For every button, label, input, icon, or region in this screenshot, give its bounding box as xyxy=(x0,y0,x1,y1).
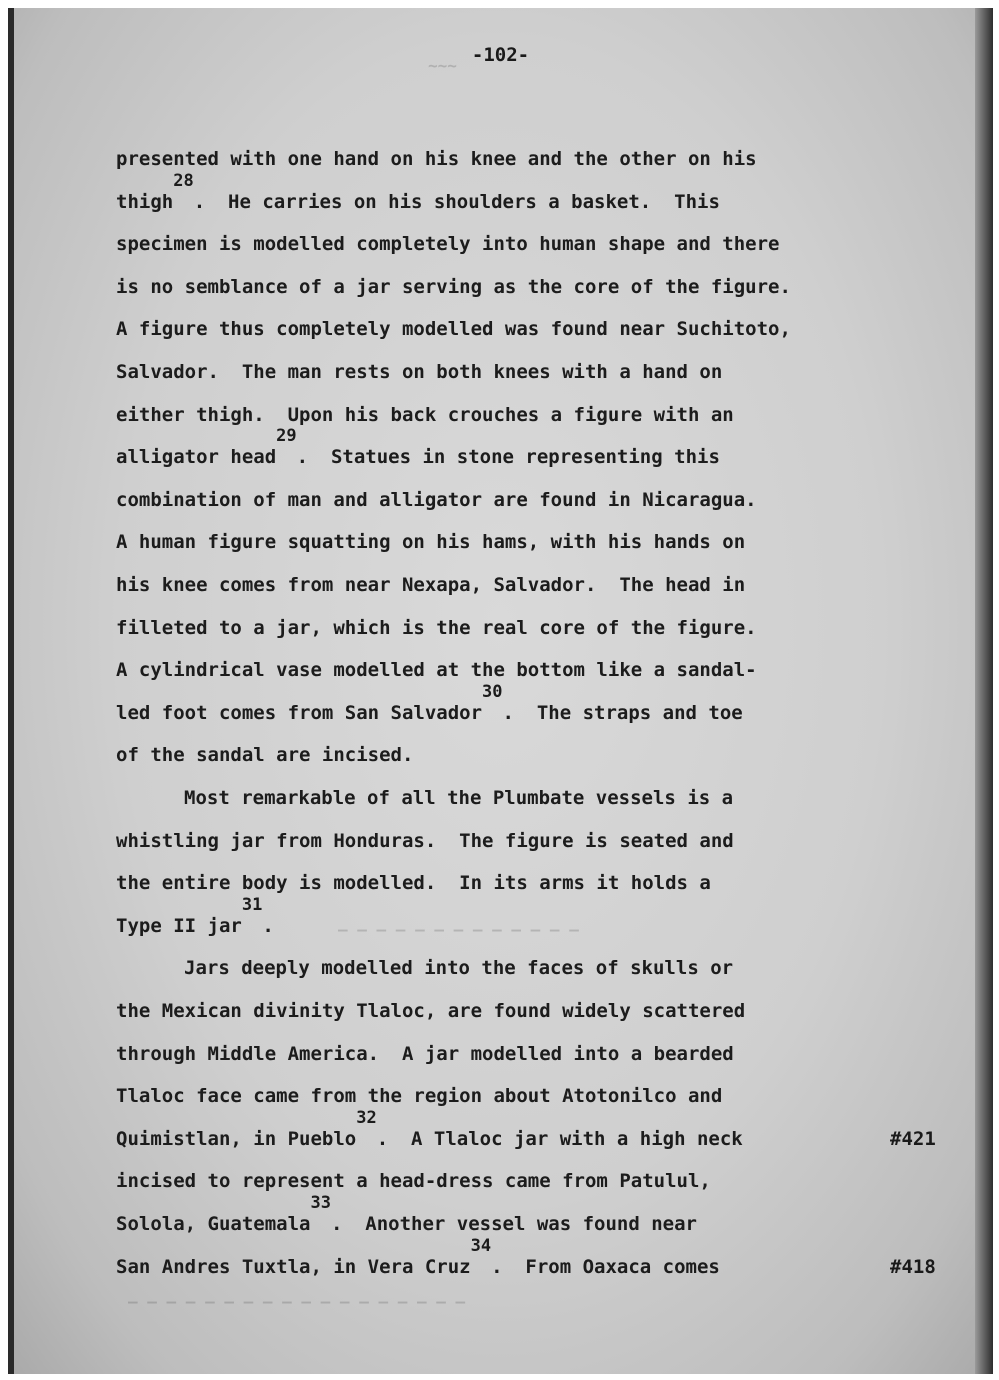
line-text: whistling jar from Honduras. The figure is seated and xyxy=(116,830,734,852)
text-line xyxy=(116,361,722,383)
text-line xyxy=(116,744,413,766)
text-line xyxy=(116,872,711,894)
text-line xyxy=(116,318,791,340)
bleed-through-mark: ~~~ xyxy=(428,56,457,75)
text-line xyxy=(116,830,734,852)
line-text: the entire body is modelled. In its arms it holds a xyxy=(116,872,711,894)
line-text: Tlaloc face came from the region about Atotonilco and xyxy=(116,1085,723,1107)
text-line xyxy=(116,276,791,298)
text-line xyxy=(116,148,757,170)
line-text: the Mexican divinity Tlaloc, are found widely scattered xyxy=(116,1000,746,1022)
text-line xyxy=(116,531,745,553)
text-line xyxy=(116,682,743,725)
margin-catalog-number: #421 xyxy=(890,1128,936,1150)
text-line xyxy=(116,233,779,255)
scan-edge-left xyxy=(8,8,14,1374)
line-text: his knee comes from near Nexapa, Salvador. The head in xyxy=(116,574,746,596)
text-line xyxy=(116,1193,697,1236)
footnote-marker: 32 xyxy=(356,1108,377,1128)
footnote-marker: 33 xyxy=(310,1193,331,1213)
line-text-continued: . Another vessel was found near xyxy=(330,1213,697,1235)
line-text: led foot comes from San Salvador xyxy=(116,702,483,724)
text-line xyxy=(116,617,757,639)
footnote-marker: 29 xyxy=(276,426,297,446)
line-text: A figure thus completely modelled was found near Suchitoto, xyxy=(116,318,791,340)
footnote-marker: 34 xyxy=(470,1236,492,1256)
line-text: Salvador. The man rests on both knees with a hand on xyxy=(116,361,723,383)
line-text: Type II jar xyxy=(116,915,242,937)
line-text: Most remarkable of all the Plumbate vessels is a xyxy=(184,787,734,809)
line-text-continued: . xyxy=(262,915,274,937)
text-line xyxy=(116,1236,720,1279)
text-line xyxy=(116,404,734,426)
line-text: thigh xyxy=(116,191,174,213)
line-text-continued: . He carries on his shoulders a basket. This xyxy=(193,191,720,213)
line-text-continued: . From Oaxaca comes xyxy=(491,1256,720,1278)
scan-edge-right xyxy=(975,8,993,1374)
line-text: either thigh. Upon his back crouches a figure with an xyxy=(116,404,734,426)
line-text-continued: . The straps and toe xyxy=(502,702,743,724)
line-text-continued: . Statues in stone representing this xyxy=(296,446,720,468)
line-text: A cylindrical vase modelled at the bottom like a sandal- xyxy=(116,659,757,681)
footnote-marker: 30 xyxy=(482,682,503,702)
text-line xyxy=(116,1043,734,1065)
text-line xyxy=(116,659,757,681)
text-line xyxy=(116,1170,711,1192)
text-line xyxy=(116,426,720,469)
margin-catalog-number: #418 xyxy=(890,1256,936,1278)
bleed-through-mark: — — — — — — — — — — — — — xyxy=(338,920,579,939)
page-number: -102- xyxy=(471,44,530,66)
document-page xyxy=(8,8,993,1374)
line-text: Jars deeply modelled into the faces of skulls or xyxy=(184,957,734,979)
text-line xyxy=(184,957,733,979)
line-text: Quimistlan, in Pueblo xyxy=(116,1128,357,1150)
text-line xyxy=(116,574,745,596)
line-text-continued: . A Tlaloc jar with a high neck xyxy=(376,1128,743,1150)
line-text: through Middle America. A jar modelled into a bearded xyxy=(116,1043,734,1065)
line-text: alligator head xyxy=(116,446,277,468)
line-text: incised to represent a head-dress came from Patulul, xyxy=(116,1170,711,1192)
line-text: presented with one hand on his knee and the other on his xyxy=(116,148,757,170)
text-line xyxy=(116,895,274,938)
text-line xyxy=(116,1085,722,1107)
footnote-marker: 31 xyxy=(241,895,263,915)
text-line xyxy=(116,171,720,214)
line-text: is no semblance of a jar serving as the core of the figure. xyxy=(116,276,791,298)
text-line xyxy=(116,1000,745,1022)
line-text: specimen is modelled completely into human shape and there xyxy=(116,233,780,255)
line-text: of the sandal are incised. xyxy=(116,744,414,766)
line-text: San Andres Tuxtla, in Vera Cruz xyxy=(116,1256,471,1278)
text-line xyxy=(116,489,757,511)
line-text: Solola, Guatemala xyxy=(116,1213,311,1235)
footnote-marker: 28 xyxy=(173,171,194,191)
text-line xyxy=(184,787,733,809)
bleed-through-mark: — — — — — — — — — — — — — — — — — — xyxy=(128,1292,466,1311)
line-text: A human figure squatting on his hams, with his hands on xyxy=(116,531,746,553)
line-text: combination of man and alligator are found in Nicaragua. xyxy=(116,489,757,511)
line-text: filleted to a jar, which is the real core of the figure. xyxy=(116,617,757,639)
text-line xyxy=(116,1108,743,1151)
